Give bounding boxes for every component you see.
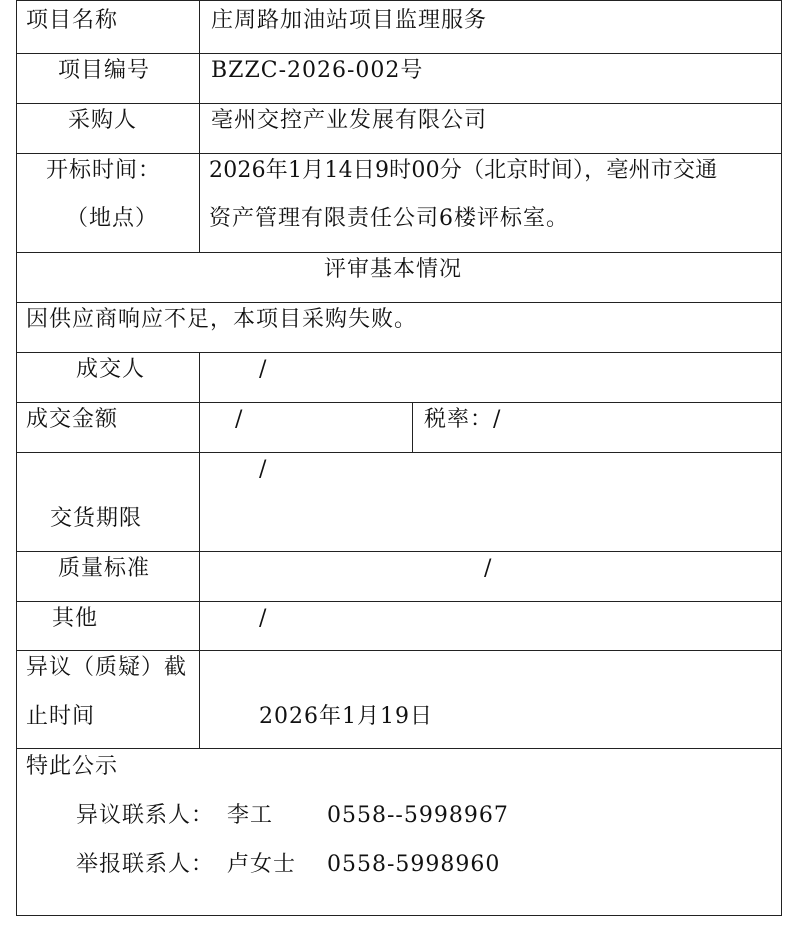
row-divider: [16, 402, 782, 403]
row-divider: [16, 252, 782, 253]
row-divider: [16, 53, 782, 54]
quality-label: 质量标准: [58, 556, 151, 581]
tax-rate: 税率：/: [424, 407, 502, 432]
delivery-value: /: [259, 457, 268, 482]
delivery-label: 交货期限: [50, 506, 143, 531]
other-value: /: [259, 606, 268, 631]
amount-value: /: [235, 407, 244, 432]
bid-opening-value-1: 2026年1月14日9时00分（北京时间），亳州市交通: [209, 158, 718, 183]
row-divider: [16, 551, 782, 552]
table-border-left: [16, 0, 17, 916]
project-name-value: 庄周路加油站项目监理服务: [211, 8, 488, 33]
objection-label-1: 异议（质疑）截: [26, 655, 188, 680]
winner-value: /: [259, 357, 268, 382]
project-name-label: 项目名称: [26, 8, 119, 33]
row-divider: [16, 352, 782, 353]
objection-value: 2026年1月19日: [259, 704, 433, 729]
purchaser-value: 亳州交控产业发展有限公司: [211, 108, 488, 133]
column-divider: [199, 352, 200, 749]
table-border-right: [781, 0, 782, 916]
amount-label: 成交金额: [26, 407, 119, 432]
bid-opening-label-1: 开标时间：: [46, 158, 162, 183]
row-divider: [16, 748, 782, 749]
contact1-phone: 0558--5998967: [327, 803, 509, 828]
row-divider: [16, 302, 782, 303]
project-no-label: 项目编号: [58, 58, 151, 83]
contact2-name: 卢女士: [227, 852, 297, 877]
project-no-value: BZZC-2026-002号: [211, 58, 424, 83]
review-title: 评审基本情况: [324, 257, 463, 282]
row-divider: [16, 452, 782, 453]
contact2-label: 举报联系人：: [76, 852, 215, 877]
contact2-phone: 0558-5998960: [327, 852, 501, 877]
column-divider: [199, 0, 200, 253]
column-divider: [412, 402, 413, 453]
review-text: 因供应商响应不足，本项目采购失败。: [26, 307, 418, 332]
contact1-label: 异议联系人：: [76, 803, 215, 828]
bid-opening-value-2: 资产管理有限责任公司6楼评标室。: [209, 206, 569, 231]
row-divider: [16, 0, 782, 1]
other-label: 其他: [52, 606, 99, 631]
objection-label-2: 止时间: [26, 704, 96, 729]
quality-value: /: [484, 556, 493, 581]
contact1-name: 李工: [227, 803, 274, 828]
announcement-table: [16, 0, 782, 916]
bid-opening-label-2: （地点）: [66, 206, 159, 231]
row-divider: [16, 601, 782, 602]
row-divider: [16, 650, 782, 651]
notice-title: 特此公示: [26, 754, 119, 779]
winner-label: 成交人: [76, 357, 146, 382]
purchaser-label: 采购人: [68, 108, 138, 133]
row-divider: [16, 103, 782, 104]
row-divider: [16, 153, 782, 154]
row-divider: [16, 915, 782, 916]
